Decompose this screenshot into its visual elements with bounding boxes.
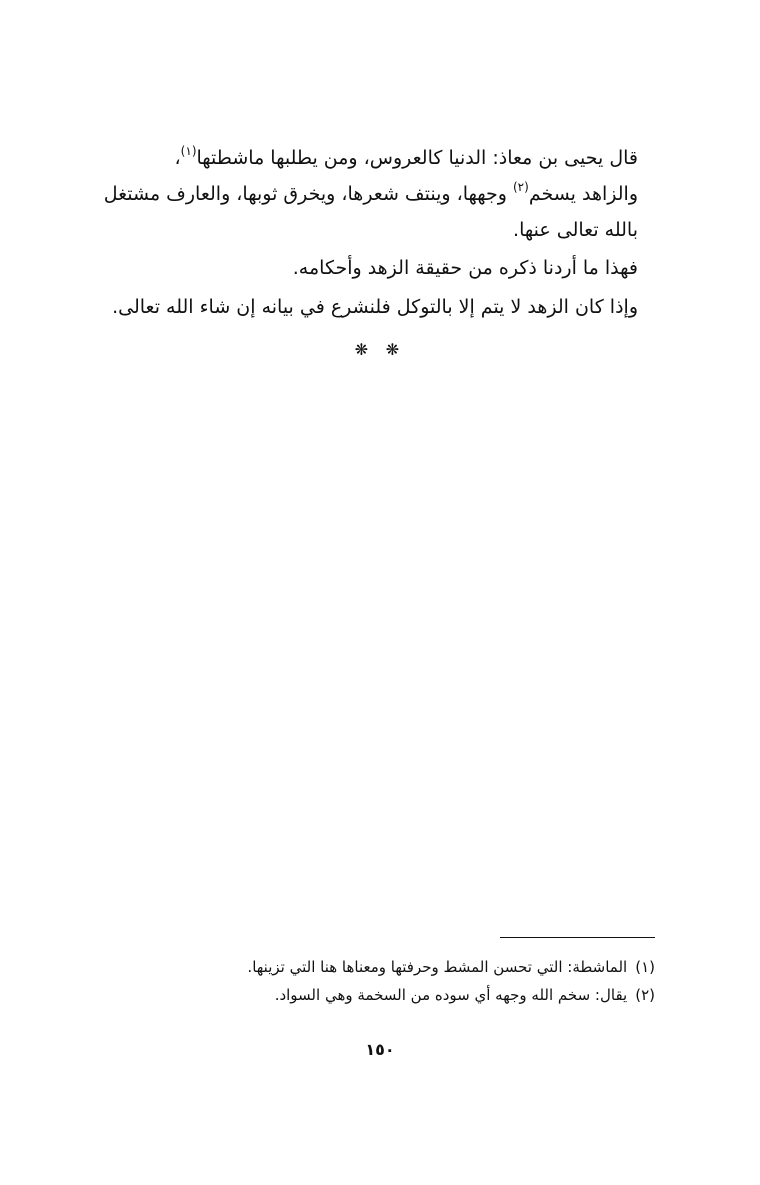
footnote-ref-2: (٢) <box>512 180 529 194</box>
page-number: ١٥٠ <box>365 1040 395 1059</box>
paragraph-text: وإذا كان الزهد لا يتم إلا بالتوكل فلنشرع في بيانه إن شاء الله تعالى. <box>112 296 638 318</box>
footnote-divider <box>500 937 655 938</box>
line-text: والزاهد يسخم <box>528 183 638 205</box>
footnote-ref-1: (١) <box>180 144 197 158</box>
paragraph-line-1 <box>90 141 660 177</box>
footnote-1 <box>115 953 655 981</box>
section-separator: ❋ ❋ <box>354 340 406 359</box>
paragraph-line-3: بالله تعالى عنها. <box>513 219 638 241</box>
paragraph-line-2 <box>90 177 660 213</box>
line-text: قال يحيى بن معاذ: الدنيا كالعروس، ومن يطلبها ماشطتها <box>196 147 638 169</box>
paragraph-transition <box>90 290 660 324</box>
line-punctuation: ، <box>174 147 181 169</box>
paragraph-conclusion <box>90 251 660 285</box>
paragraph-yahya-quote <box>90 141 660 247</box>
footnote-2 <box>115 981 655 1009</box>
footnotes <box>115 953 655 1009</box>
footnote-text: الماشطة: التي تحسن المشط وحرفتها ومعناها هنا التي تزينها. <box>247 958 628 976</box>
footnote-number: (٢) <box>635 986 655 1004</box>
paragraph-text: فهذا ما أردنا ذكره من حقيقة الزهد وأحكامه. <box>292 257 638 279</box>
line-text: وجهها، وينتف شعرها، ويخرق ثوبها، والعارف مشتغل <box>103 183 513 205</box>
footnote-number: (١) <box>635 958 655 976</box>
footnote-text: يقال: سخم الله وجهه أي سوده من السخمة وهي السواد. <box>274 986 628 1004</box>
